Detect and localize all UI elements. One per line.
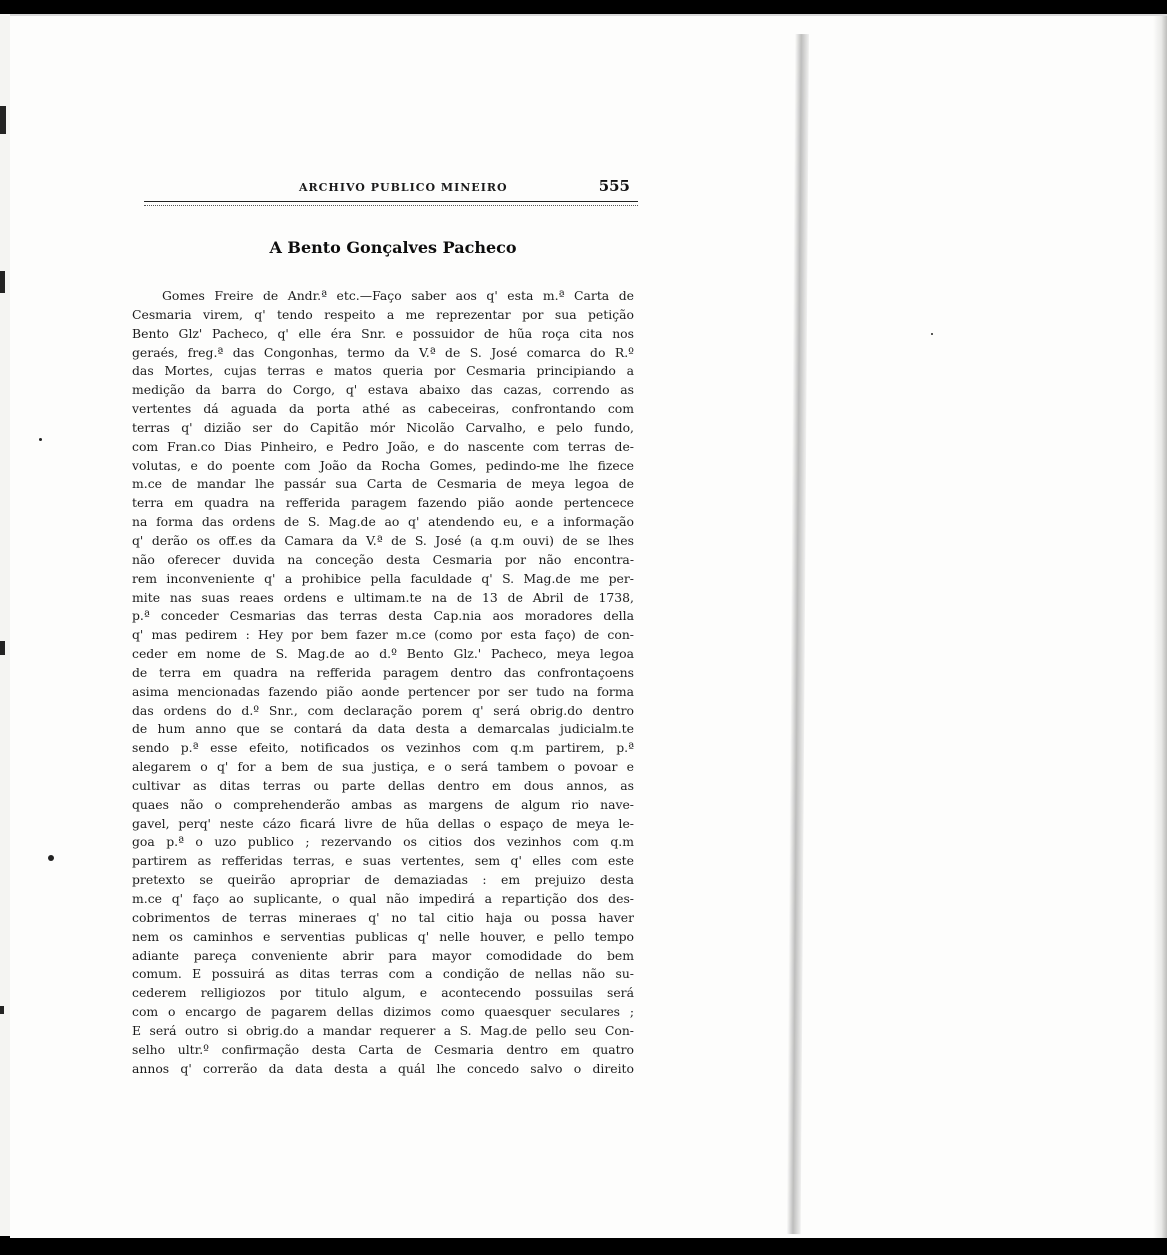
text-line: mite nas suas reaes ordens e ultimam.te na de 13 de Abril de 1738, [132,589,634,605]
page-number: 555 [598,177,630,195]
text-line: medição da barra do Corgo, q' estava abaixo das cazas, correndo as [132,382,634,398]
text-line: adiante pareça conveniente abrir para mayor comodidade do bem [132,947,634,963]
text-line: p.ª conceder Cesmarias das terras desta Cap.nia aos moradores della [132,608,634,624]
margin-mark [0,271,5,293]
text-line: rem inconveniente q' a prohibice pella faculdade q' S. Mag.de me per- [132,570,634,586]
text-line: sendo p.ª esse efeito, notificados os vezinhos com q.m partirem, p.ª [132,740,634,756]
ink-speck [931,333,933,335]
text-line: q' derão os off.es da Camara da V.ª de S. José (a q.m ouvi) de se lhes [132,532,634,548]
text-line: partirem as refferidas terras, e suas vertentes, sem q' elles com este [132,853,634,869]
text-line: cobrimentos de terras mineraes q' no tal citio haja ou possa haver [132,909,634,925]
text-line: asima mencionadas fazendo pião aonde pertencer por ser tudo na forma [132,683,634,699]
page-edge [1153,16,1167,1238]
text-line: Cesmaria virem, q' tendo respeito a me reprezentar por sua petição [132,306,634,322]
header-rule [144,201,638,202]
text-line: selho ultr.º confirmação desta Carta de Cesmaria dentro em quatro [132,1041,634,1057]
margin-mark [0,641,5,655]
text-line: Bento Glz' Pacheco, q' elle éra Snr. e possuidor de hũa roça cita nos [132,325,634,341]
text-line: das ordens do d.º Snr., com declaração porem q' será obrig.do dentro [132,702,634,718]
text-line: gavel, perq' neste cázo ficará livre de hũa dellas o espaço de meya le- [132,815,634,831]
text-line: de terra em quadra na refferida paragem dentro das confrontaçoens [132,664,634,680]
margin-mark [0,1006,4,1014]
text-line: vertentes dá aguada da porta athé as cabeceiras, confrontando com [132,401,634,417]
text-line: alegarem o q' for a bem de sua justiça, e o será tambem o povoar e [132,759,634,775]
ink-speck [48,855,54,861]
text-line: com o encargo de pagarem dellas dizimos como quaesquer seculares ; [132,1004,634,1020]
text-line: de hum anno que se contará da data desta a demarcalas judicialm.te [132,721,634,737]
text-line: goa p.ª o uzo publico ; rezervando os citios dos vezinhos com q.m [132,834,634,850]
text-line: cultivar as ditas terras ou parte dellas dentro em dous annos, as [132,777,634,793]
text-line: terras q' dizião ser do Capitão mór Nicolão Carvalho, e pelo fundo, [132,419,634,435]
text-line: cederem relligiozos por titulo algum, e acontecendo possuilas será [132,985,634,1001]
text-line: geraés, freg.ª das Congonhas, termo da V.ª de S. José comarca do R.º [132,344,634,360]
text-line: não oferecer duvida na conceção desta Cesmaria por não encontra- [132,551,634,567]
binding-shadow [787,34,809,1234]
text-line: quaes não o comprehenderão ambas as margens de algum rio nave- [132,796,634,812]
text-line: na forma das ordens de S. Mag.de ao q' atendendo eu, e a informação [132,514,634,530]
body-text [132,287,634,1078]
text-line: com Fran.co Dias Pinheiro, e Pedro João, e do nascente com terras de- [132,438,634,454]
text-line: pretexto se queirão apropriar de demaziadas : em prejuizo desta [132,872,634,888]
header-rule-dotted [144,205,638,206]
text-line: q' mas pedirem : Hey por bem fazer m.ce (como por esta faço) de con- [132,627,634,643]
ink-speck [39,438,42,441]
margin-mark [0,106,6,134]
text-line: terra em quadra na refferida paragem fazendo pião aonde pertencece [132,495,634,511]
text-line: E será outro si obrig.do a mandar requerer a S. Mag.de pello seu Con- [132,1022,634,1038]
text-line: das Mortes, cujas terras e matos queria por Cesmaria principiando a [132,363,634,379]
running-head [144,176,630,200]
text-line: volutas, e do poente com João da Rocha Gomes, pedindo-me lhe fizece [132,457,634,473]
text-line: nem os caminhos e serventias publicas q' nelle houver, e pello tempo [132,928,634,944]
text-line: ceder em nome de S. Mag.de ao d.º Bento Glz.' Pacheco, meya legoa [132,646,634,662]
left-page-sliver [0,14,10,1236]
text-line: annos q' correrão da data desta a quál lhe concedo salvo o direito [132,1060,634,1076]
section-title: A Bento Gonçalves Pacheco [269,238,517,257]
text-line: comum. E possuirá as ditas terras com a condição de nellas não su- [132,966,634,982]
text-line: Gomes Freire de Andr.ª etc.—Faço saber aos q' esta m.ª Carta de [162,288,634,303]
text-line: m.ce de mandar lhe passár sua Carta de Cesmaria de meya legoa de [132,476,634,492]
text-line: m.ce q' faço ao suplicante, o qual não impedirá a repartição dos des- [132,891,634,906]
running-title: ARCHIVO PUBLICO MINEIRO [299,181,508,194]
